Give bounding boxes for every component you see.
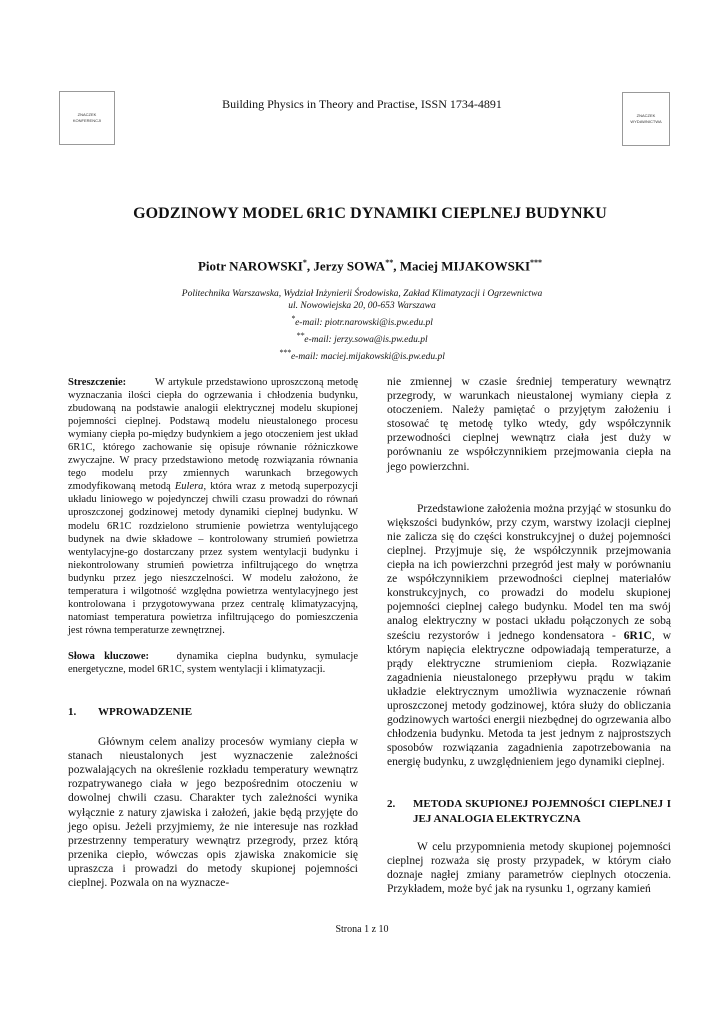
journal-header: Building Physics in Theory and Practise, ISSN 1734-4891: [222, 97, 502, 111]
affiliation-line: Politechnika Warszawska, Wydział Inżynierii Środowiska, Zakład Klimatyzacji i Ogrzewnictwa: [181, 289, 543, 299]
affiliation-block: [42, 289, 682, 363]
author-name: Jerzy SOWA: [313, 258, 386, 274]
section-2-title: METODA SKUPIONEJ POJEMNOŚCI CIEPLNEJ I JEJ ANALOGIA ELEKTRYCZNA: [413, 798, 671, 825]
abstract-label: Streszczenie:: [68, 377, 127, 388]
author-mark: *: [302, 258, 307, 267]
right-paragraph-2: [387, 502, 671, 770]
page-number-footer: Strona 1 z 10: [335, 924, 389, 935]
right-column: [387, 375, 671, 896]
left-column: [68, 376, 358, 890]
section-2-heading: [387, 797, 671, 825]
email-line: [42, 347, 682, 364]
logo-right-line1: ZNACZEK: [636, 113, 656, 118]
section-1-paragraph: Głównym celem analizy procesów wymiany ciepła w stanach nieustalonych jest wyznaczenie zależności pozwalających na określenie rozkładu temperatury wewnątrz rozpatrywanego ciała w jego bezpośrednim otoczeniu w dowolnej chwili czasu. Charakter tych zależności wynika wyłącznie z natury zjawiska i założeń, jakie będą przyjęte do jego opisu. Jeżeli przyjmiemy, że nie interesuje nas rozkład przestrzenny temperatury wewnątrz przegrody, przez którą przenika ciepło, wówczas opis zjawiska znakomicie się upraszcza i prowadzi do metody skupionej pojemności cieplnej. Pozwala on na wyznacze-: [68, 736, 358, 890]
email-mark: *: [291, 313, 296, 323]
logo-left-line1: ZNACZEK: [77, 112, 97, 117]
abstract-method: Eulera: [174, 481, 204, 493]
email-text: e-mail: jerzy.sowa@is.pw.edu.pl: [304, 334, 428, 345]
email-text: e-mail: piotr.narowski@is.pw.edu.pl: [295, 317, 433, 328]
abstract-text: W artykule przedstawiono uproszczoną metodę wyznaczania ilości ciepła do ogrzewania i chłodzenia budynku, zbudowaną na podstawie analogii elektrycznej modelu skupionej pojemności cieplnej. Podstawą modelu nieustalonego procesu wymiany ciepła po-między budynkiem a jego otoczeniem jest układ 6R1C, którego zachowanie się opisuje równanie różniczkowe zwyczajne. W pracy przedstawiono metodę rozwiązania równania tego modelu przy zmiennych warunkach brzegowych zmodyfikowaną metodą: [68, 377, 359, 493]
right-paragraph-2a: Przedstawione założenia można przyjąć w stosunku do większości budynków, przy czym, warstwy izolacji cieplnej nie zalicza się do części konstrukcyjnej o dużej pojemności cieplnej. Przyjmuje się, że współczynnik przejmowania ciepła na ich powierzchni przegród jest mały w porównaniu ze współczynnikiem przewodności cieplnej materiałów konstrukcyjnych, co prowadzi do modelu skupionej pojemności cieplnej całego budynku. Model ten ma swój analog elektryczny w postaci układu połączonych ze sobą sześciu rezystorów i jednego kondensatora -: [387, 502, 671, 642]
right-paragraph-1: nie zmiennej w czasie średniej temperatury wewnątrz przegrody, w warunkach nieustalonej wymiany ciepła z otoczeniem. Należy pamiętać o przyjętym założeniu i stosować tę metodę tylko wtedy, gdy współczynnik przewodności cieplnej wewnątrz ciała jest duży w porównaniu ze współczynnikiem przejmowania ciepła na jego powierzchni.: [387, 376, 671, 473]
section-2-number: 2.: [387, 798, 396, 811]
email-line: [42, 313, 682, 330]
author-mark: **: [385, 258, 394, 267]
keywords-text: dynamika cieplna budynku, symulacje energetyczne, model 6R1C, system wentylacji i klimatyzacji.: [68, 650, 359, 675]
author-mark: ***: [530, 258, 543, 267]
keywords: [68, 650, 358, 676]
keywords-label: Słowa kluczowe:: [68, 650, 149, 662]
email-line: [42, 330, 682, 347]
right-paragraph-2b: , w którym napięcia elektryczne odpowiadają temperaturze, a prądy elektryczne strumieniom ciepła. Rozwiązanie zagadnienia nieustalonego przepływu prądu w takim układzie elektrycznym umożliwia wyznaczenie równań uproszczonej metody godzinowej, która służy do obliczania godzinowych wartości energii niezbędnej do ogrzewania albo chłodzenia budynku. Metoda ta jest jednym z najprostszych sposobów rozwiązania zagadnienia zapotrzebowania na energię budynku, z uwzględnieniem jego dynamiki cieplnej.: [387, 629, 672, 769]
author-list: Piotr NAROWSKI*, Jerzy SOWA**, Maciej MIJAKOWSKI***: [197, 258, 543, 274]
address-line: ul. Nowowiejska 20, 00-653 Warszawa: [288, 300, 436, 311]
abstract: [68, 376, 358, 637]
author-name: Piotr NAROWSKI: [197, 258, 303, 274]
logo-right-line2: WYDAWNICTWA: [630, 119, 662, 124]
email-mark: **: [296, 330, 305, 340]
section-2-paragraph: W celu przypomnienia metody skupionej pojemności cieplnej rozważa się prosty przypadek, w którym ciało doznaje nagłej zmiany parametrów cieplnych otoczenia. Przykładem, może być jak na rysunku 1, ogrzany kamień: [387, 840, 671, 895]
section-1-heading: [68, 706, 358, 719]
section-1-number: 1.: [68, 706, 77, 719]
model-name: 6R1C: [623, 629, 652, 642]
section-1-title: WPROWADZENIE: [98, 706, 193, 719]
email-text: e-mail: maciej.mijakowski@is.pw.edu.pl: [290, 351, 445, 362]
email-mark: ***: [279, 347, 291, 357]
author-name: Maciej MIJAKOWSKI: [399, 258, 531, 274]
paper-title: GODZINOWY MODEL 6R1C DYNAMIKI CIEPLNEJ BUDYNKU: [133, 205, 607, 222]
logo-left-line2: KONFERENCJI: [72, 118, 102, 123]
abstract-text-cont: , która wraz z metodą superpozycji układu liniowego w pojedynczej chwili czasu prowadzi do równań uproszczonej godzinowej metody dynamiki cieplnej budynku. W modelu 6R1C rozdzielono strumienie powietrza wentylującego budynek na dwie składowe – kontrolowany strumień powietrza wentylacyjne-go dostarczany przez system wentylacji budynku i niekontrolowany strumień powietrza infiltrującego do wnętrza budynku przez jego nieszczelności. W modelu założono, że temperatura i wilgotność względna powietrza wentylacyjnego jest kontrolowana i przygotowywana przez centralę klimatyzacyjną, natomiast temperatura powietrza infiltrującego do pomieszczenia jest równa temperaturze zewnętrznej.: [68, 481, 358, 636]
